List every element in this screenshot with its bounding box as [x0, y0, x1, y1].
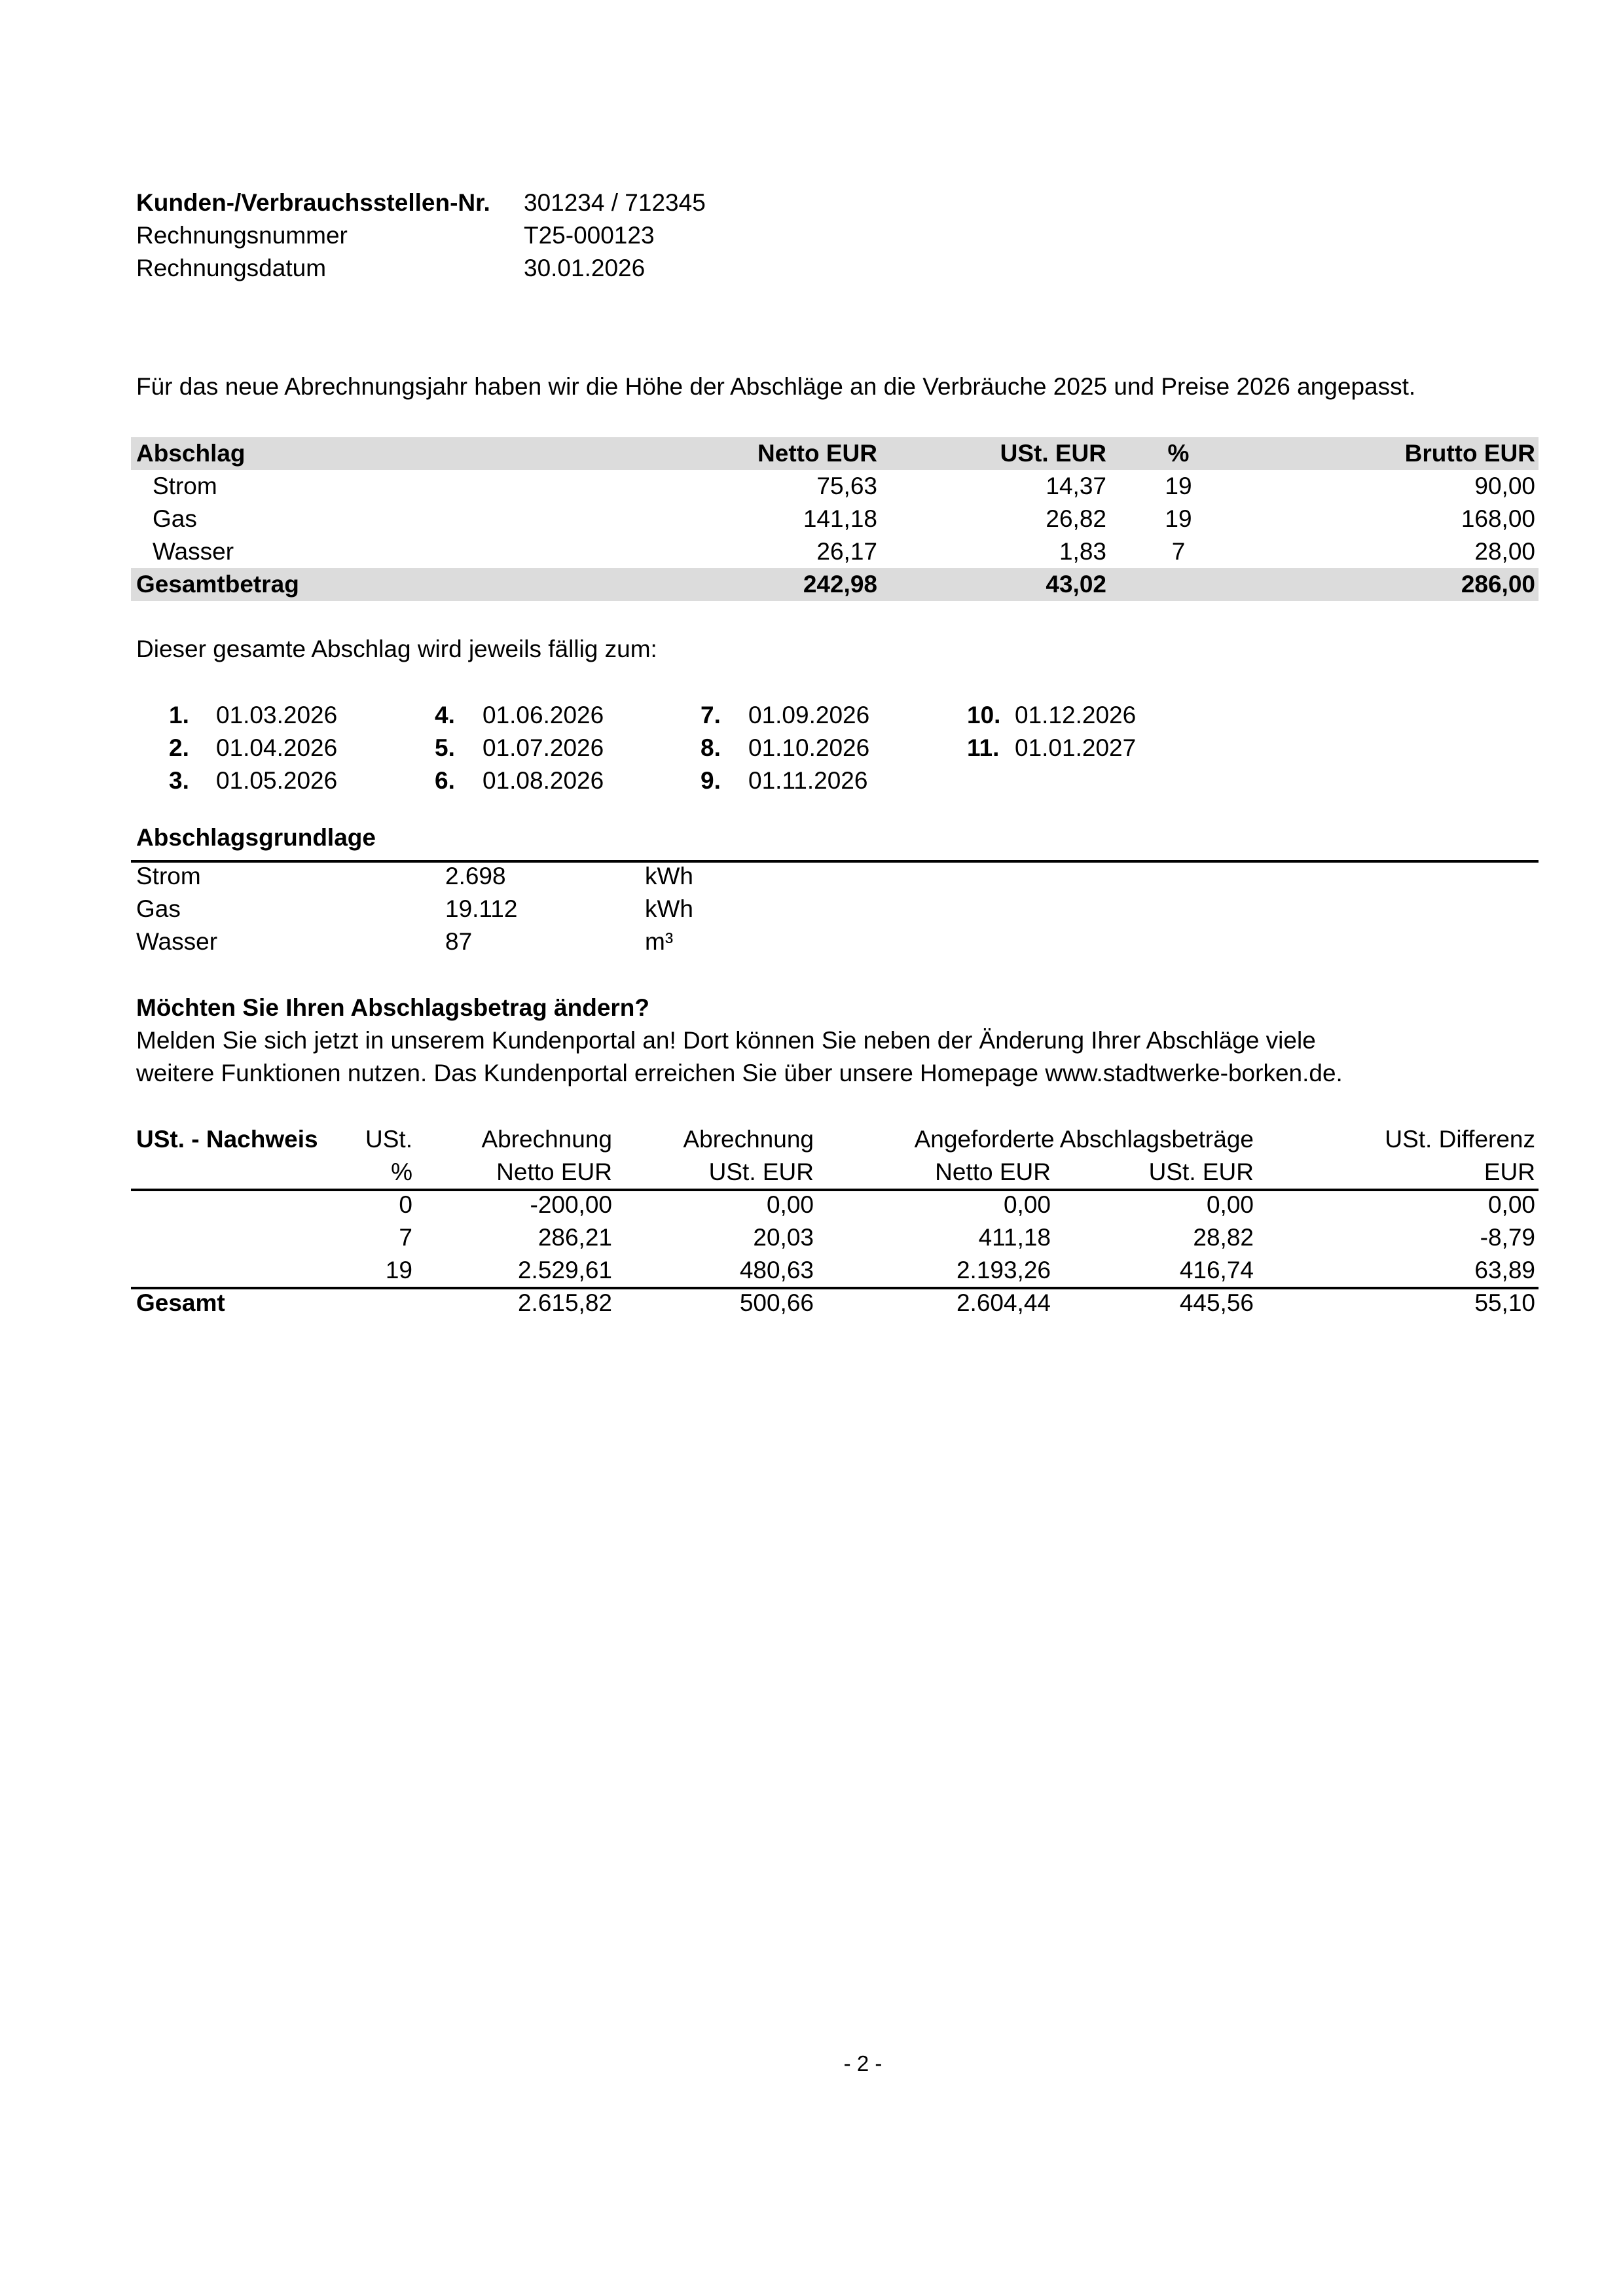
due-date-number: 10. — [967, 702, 1001, 728]
due-date-value: 01.04.2026 — [216, 734, 338, 761]
abschlag-row-ust: 26,82 — [1046, 505, 1106, 532]
customer-number-label: Kunden-/Verbrauchsstellen-Nr. — [136, 189, 490, 216]
abschlag-row-brutto: 90,00 — [1474, 473, 1535, 499]
abschlag-col-brutto: Brutto EUR — [1404, 440, 1535, 467]
ust-total-cell: 55,10 — [1474, 1289, 1535, 1316]
grundlage-amount: 2.698 — [445, 863, 506, 889]
ust-cell: -8,79 — [1480, 1224, 1535, 1251]
abschlag-row-percent: 7 — [1171, 538, 1186, 565]
ust-cell: 7 — [399, 1224, 412, 1251]
ust-cell: -200,00 — [530, 1191, 612, 1218]
due-date-number: 6. — [435, 767, 455, 794]
grundlage-unit: m³ — [645, 928, 674, 955]
ust-cell: 19 — [385, 1257, 412, 1283]
due-date-number: 9. — [701, 767, 721, 794]
due-date-value: 01.12.2026 — [1015, 702, 1137, 728]
ust-total-cell: 445,56 — [1179, 1289, 1254, 1316]
ust-total-cell: 500,66 — [739, 1289, 814, 1316]
due-date-number: 3. — [169, 767, 189, 794]
abschlag-row-ust: 14,37 — [1046, 473, 1106, 499]
ust-total-cell: 2.604,44 — [956, 1289, 1051, 1316]
abschlag-row-netto: 141,18 — [803, 505, 877, 532]
grundlage-title: Abschlagsgrundlage — [136, 824, 376, 851]
ust-cell: 0,00 — [1206, 1191, 1254, 1218]
abschlag-row-ust: 1,83 — [1059, 538, 1106, 565]
grundlage-unit: kWh — [645, 863, 693, 889]
abschlag-row-label: Strom — [153, 473, 217, 499]
abschlag-row-label: Wasser — [153, 538, 234, 565]
intro-text: Für das neue Abrechnungsjahr haben wir die Höhe der Abschläge an die Verbräuche 2025 und Preise 2026 angepasst. — [136, 373, 1416, 400]
ust-sub-ang-netto: Netto EUR — [935, 1158, 1051, 1185]
abschlag-row-percent: 19 — [1165, 505, 1192, 532]
due-date-number: 7. — [701, 702, 721, 728]
due-date-value: 01.10.2026 — [748, 734, 870, 761]
change-title: Möchten Sie Ihren Abschlagsbetrag ändern? — [136, 994, 649, 1021]
ust-total-cell: 2.615,82 — [517, 1289, 612, 1316]
due-date-value: 01.09.2026 — [748, 702, 870, 728]
due-date-number: 8. — [701, 734, 721, 761]
change-line-2: weitere Funktionen nutzen. Das Kundenportal erreichen Sie über unsere Homepage www.stadtwerke-borken.de. — [136, 1060, 1343, 1086]
ust-cell: 0,00 — [766, 1191, 814, 1218]
due-date-value: 01.11.2026 — [748, 767, 868, 794]
grundlage-medium: Wasser — [136, 928, 218, 955]
ust-sub-rate: % — [391, 1158, 412, 1185]
ust-cell: 286,21 — [537, 1224, 612, 1251]
ust-cell: 63,89 — [1474, 1257, 1535, 1283]
ust-col-abr-netto: Abrechnung — [481, 1126, 612, 1153]
due-date-value: 01.07.2026 — [483, 734, 604, 761]
due-date-number: 4. — [435, 702, 455, 728]
invoice-date-value: 30.01.2026 — [524, 255, 646, 281]
due-date-value: 01.05.2026 — [216, 767, 338, 794]
ust-cell: 28,82 — [1193, 1224, 1254, 1251]
abschlag-col-percent: % — [1167, 440, 1190, 467]
invoice-date-label: Rechnungsdatum — [136, 255, 327, 281]
ust-title: USt. - Nachweis — [136, 1126, 318, 1153]
abschlag-total-brutto: 286,00 — [1461, 571, 1535, 598]
due-date-value: 01.01.2027 — [1015, 734, 1137, 761]
abschlag-row-label: Gas — [153, 505, 197, 532]
abschlag-col-ust: USt. EUR — [1000, 440, 1106, 467]
due-date-value: 01.08.2026 — [483, 767, 604, 794]
abschlag-row-brutto: 28,00 — [1474, 538, 1535, 565]
grundlage-unit: kWh — [645, 895, 693, 922]
grundlage-medium: Gas — [136, 895, 181, 922]
invoice-number-value: T25-000123 — [524, 222, 655, 249]
abschlag-total-netto: 242,98 — [803, 571, 877, 598]
due-date-value: 01.06.2026 — [483, 702, 604, 728]
ust-sub-abr-netto: Netto EUR — [496, 1158, 612, 1185]
ust-cell: 0 — [399, 1191, 412, 1218]
grundlage-amount: 19.112 — [445, 895, 518, 922]
grundlage-rule — [131, 860, 1539, 863]
ust-cell: 2.193,26 — [956, 1257, 1051, 1283]
due-intro: Dieser gesamte Abschlag wird jeweils fällig zum: — [136, 636, 657, 662]
ust-cell: 0,00 — [1003, 1191, 1051, 1218]
customer-number-value: 301234 / 712345 — [524, 189, 706, 216]
ust-cell: 480,63 — [739, 1257, 814, 1283]
abschlag-row-netto: 75,63 — [816, 473, 877, 499]
change-line-1: Melden Sie sich jetzt in unserem Kundenportal an! Dort können Sie neben der Änderung Ihrer Abschläge viele — [136, 1027, 1316, 1054]
due-date-number: 11. — [967, 734, 1000, 761]
ust-col-angefordert: Angeforderte Abschlagsbeträge — [914, 1126, 1254, 1153]
ust-col-abr-ust: Abrechnung — [683, 1126, 814, 1153]
abschlag-row-brutto: 168,00 — [1461, 505, 1535, 532]
ust-cell: 0,00 — [1487, 1191, 1535, 1218]
ust-sub-abr-ust: USt. EUR — [708, 1158, 814, 1185]
grundlage-amount: 87 — [445, 928, 473, 955]
ust-sub-differenz: EUR — [1484, 1158, 1535, 1185]
abschlag-row-netto: 26,17 — [816, 538, 877, 565]
abschlag-col-netto: Netto EUR — [757, 440, 877, 467]
due-date-value: 01.03.2026 — [216, 702, 338, 728]
abschlag-total-label: Gesamtbetrag — [136, 571, 299, 598]
abschlag-row-percent: 19 — [1165, 473, 1192, 499]
ust-cell: 20,03 — [753, 1224, 814, 1251]
ust-col-rate: USt. — [365, 1126, 412, 1153]
abschlag-total-ust: 43,02 — [1046, 571, 1106, 598]
due-date-number: 2. — [169, 734, 189, 761]
ust-cell: 2.529,61 — [517, 1257, 612, 1283]
ust-cell: 411,18 — [978, 1224, 1051, 1251]
due-date-number: 5. — [435, 734, 455, 761]
page-number: - 2 - — [843, 2051, 883, 2075]
ust-col-differenz: USt. Differenz — [1385, 1126, 1535, 1153]
grundlage-medium: Strom — [136, 863, 201, 889]
abschlag-col-label: Abschlag — [136, 440, 246, 467]
invoice-number-label: Rechnungsnummer — [136, 222, 348, 249]
ust-cell: 416,74 — [1179, 1257, 1254, 1283]
due-date-number: 1. — [169, 702, 189, 728]
ust-total-label: Gesamt — [136, 1289, 225, 1316]
ust-sub-ang-ust: USt. EUR — [1148, 1158, 1254, 1185]
